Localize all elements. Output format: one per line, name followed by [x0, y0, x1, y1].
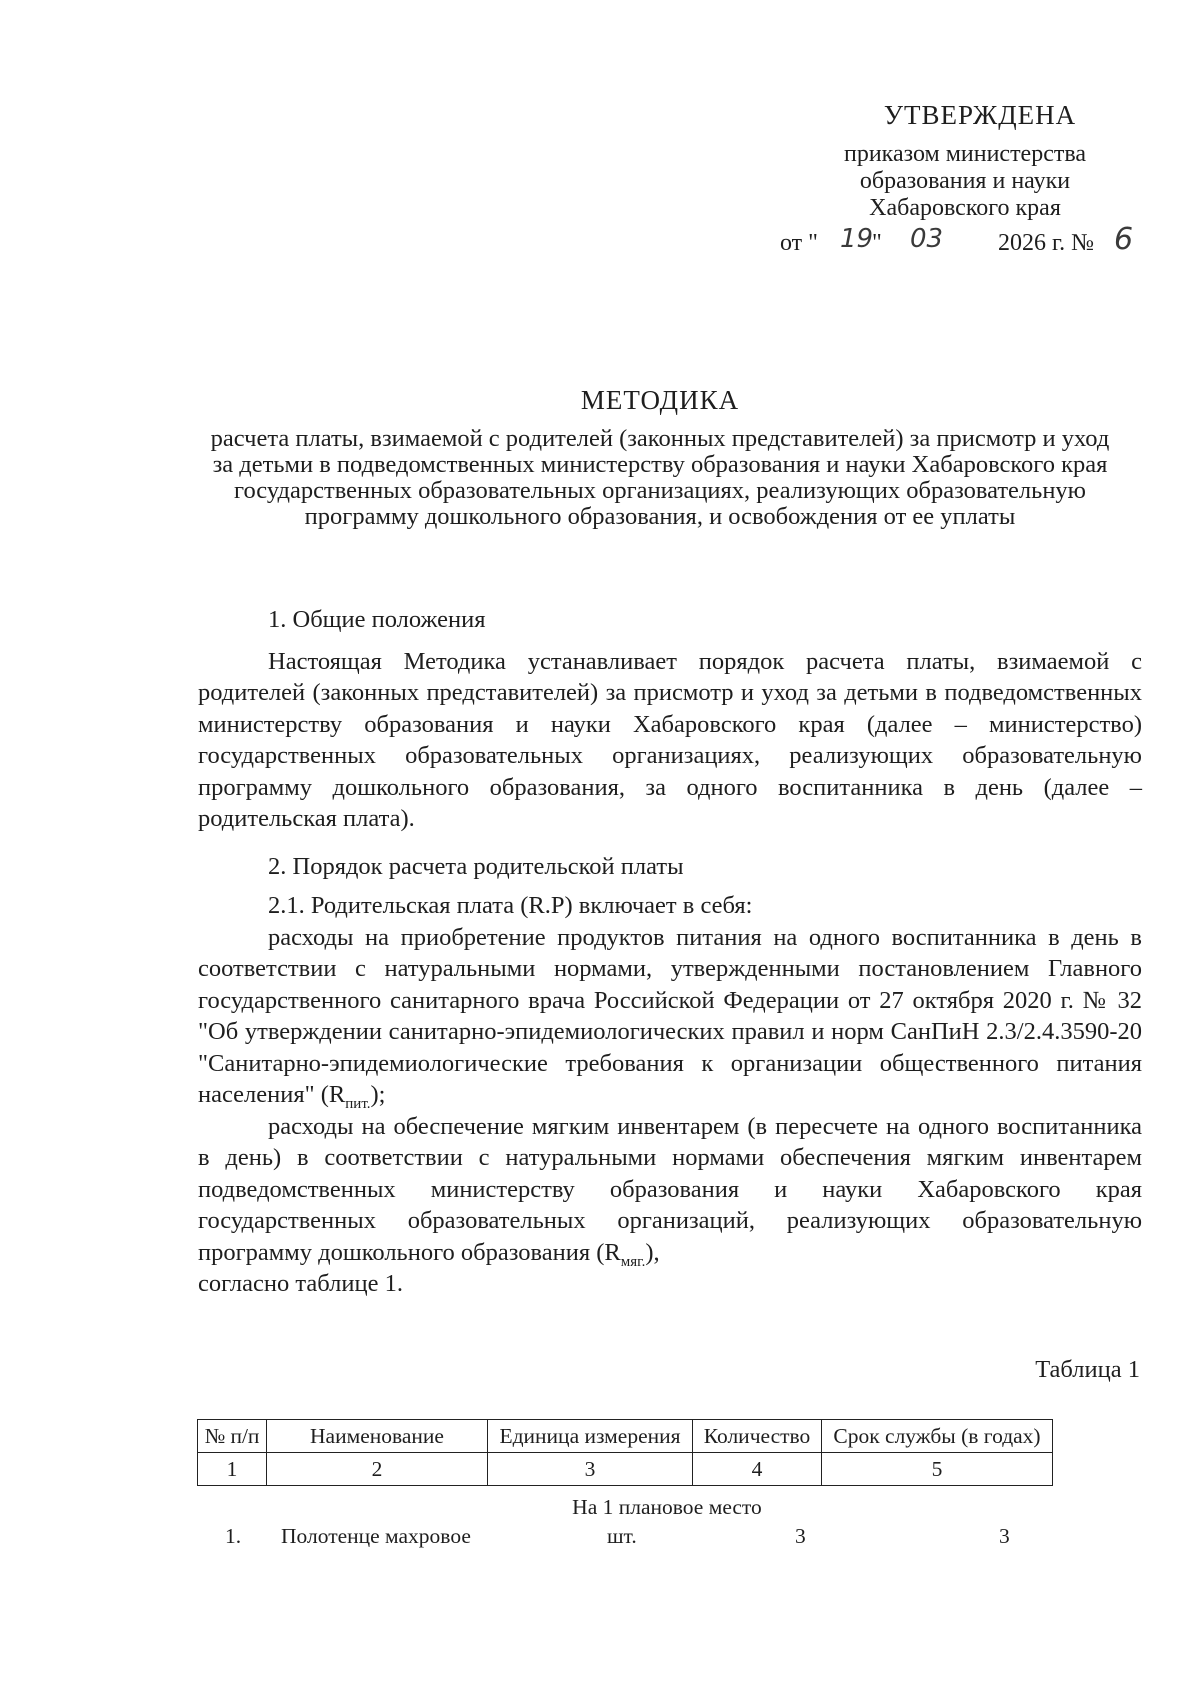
document-subtitle: расчета платы, взимаемой с родителей (законных представителей) за присмотр и уход за детьми в подведомственных министерству образования и науки Хабаровского края государственных образовательных организациях, реализующих образовательную программу дошкольного образования, и освобождения от ее уплаты [210, 425, 1110, 530]
paragraph-inventory-tail: согласно таблице 1. [198, 1270, 403, 1297]
number-cell: 4 [693, 1453, 822, 1486]
paragraph-2-1: 2.1. Родительская плата (R.P) включает в себя: [268, 892, 753, 919]
row-number: 1. [225, 1524, 242, 1548]
approval-line-2: образования и науки [859, 168, 1071, 194]
subscript-food: пит. [345, 1095, 371, 1112]
row-quantity: 3 [795, 1524, 806, 1548]
table-group-label: На 1 плановое место [572, 1495, 762, 1519]
approval-line-1: приказом министерства [843, 141, 1087, 167]
header-cell: Количество [693, 1420, 822, 1453]
table-caption: Таблица 1 [1035, 1356, 1140, 1383]
date-prefix: от " [780, 230, 818, 256]
approval-date [780, 222, 1140, 264]
header-cell: № п/п [198, 1420, 267, 1453]
document-body [198, 604, 1142, 1300]
header-cell: Наименование [267, 1420, 488, 1453]
section-1-title: 1. Общие положения [268, 606, 486, 633]
inventory-table [197, 1419, 1053, 1486]
header-cell: Единица измерения [488, 1420, 693, 1453]
row-service-life: 3 [999, 1524, 1010, 1548]
table-continuation [197, 1495, 1137, 1560]
paragraph-food-expenses: расходы на приобретение продуктов питания на одного воспитанника в день в соответствии с натуральными нормами, утвержденными постановлением Главного государственного санитарного врача Российской Федерации от 27 октября 2020 г. № 32 "Об утверждении санитарно-эпидемиологических правил и норм СанПиН 2.3/2.4.3590-20 "Санитарно-эпидемиологические требования к организации общественного питания населения" $(R_{пит.})$; [198, 923, 1142, 1112]
order-number-handwritten: 6 [1114, 222, 1134, 257]
table-number-row [198, 1453, 1053, 1486]
number-cell: 2 [267, 1453, 488, 1486]
section-1-text: Настоящая Методика устанавливает порядок расчета платы, взимаемой с родителей (законных представителей) за присмотр и уход за детьми в подведомственных министерству образования и науки Хабаровского края (далее – министерство) государственных образовательных организациях, реализующих образовательную программу дошкольного образования, за одного воспитанника в день (далее – родительская плата). [198, 647, 1142, 832]
number-cell: 5 [822, 1453, 1053, 1486]
section-2-title: 2. Порядок расчета родительской платы [268, 852, 684, 880]
table-header-row [198, 1420, 1053, 1453]
approval-block [780, 100, 1140, 264]
date-month-handwritten: 03 [910, 224, 944, 254]
row-name: Полотенце махровое [281, 1524, 471, 1548]
date-day-handwritten: 19 [840, 224, 874, 254]
number-cell: 3 [488, 1453, 693, 1486]
date-year: 2026 г. № [998, 230, 1095, 256]
table-row [197, 1524, 1137, 1560]
document-title: МЕТОДИКА [580, 385, 740, 415]
approval-title: УТВЕРЖДЕНА [883, 100, 1077, 130]
header-cell: Срок службы (в годах) [822, 1420, 1053, 1453]
paragraph-inventory-expenses: расходы на обеспечение мягким инвентарем (в пересчете на одного воспитанника в день) в соответствии с натуральными нормами обеспечения мягким инвентарем подведомственных министерству образования и науки Хабаровского края государственных образовательных организаций, реализующих образовательную программу дошкольного образования $(R_{мяг.})$, [198, 1112, 1142, 1270]
number-cell: 1 [198, 1453, 267, 1486]
subscript-inventory: мяг. [620, 1253, 646, 1270]
date-quote: " [872, 230, 882, 256]
row-unit: шт. [607, 1524, 637, 1548]
document-heading [200, 385, 1120, 530]
approval-line-3: Хабаровского края [869, 195, 1061, 221]
